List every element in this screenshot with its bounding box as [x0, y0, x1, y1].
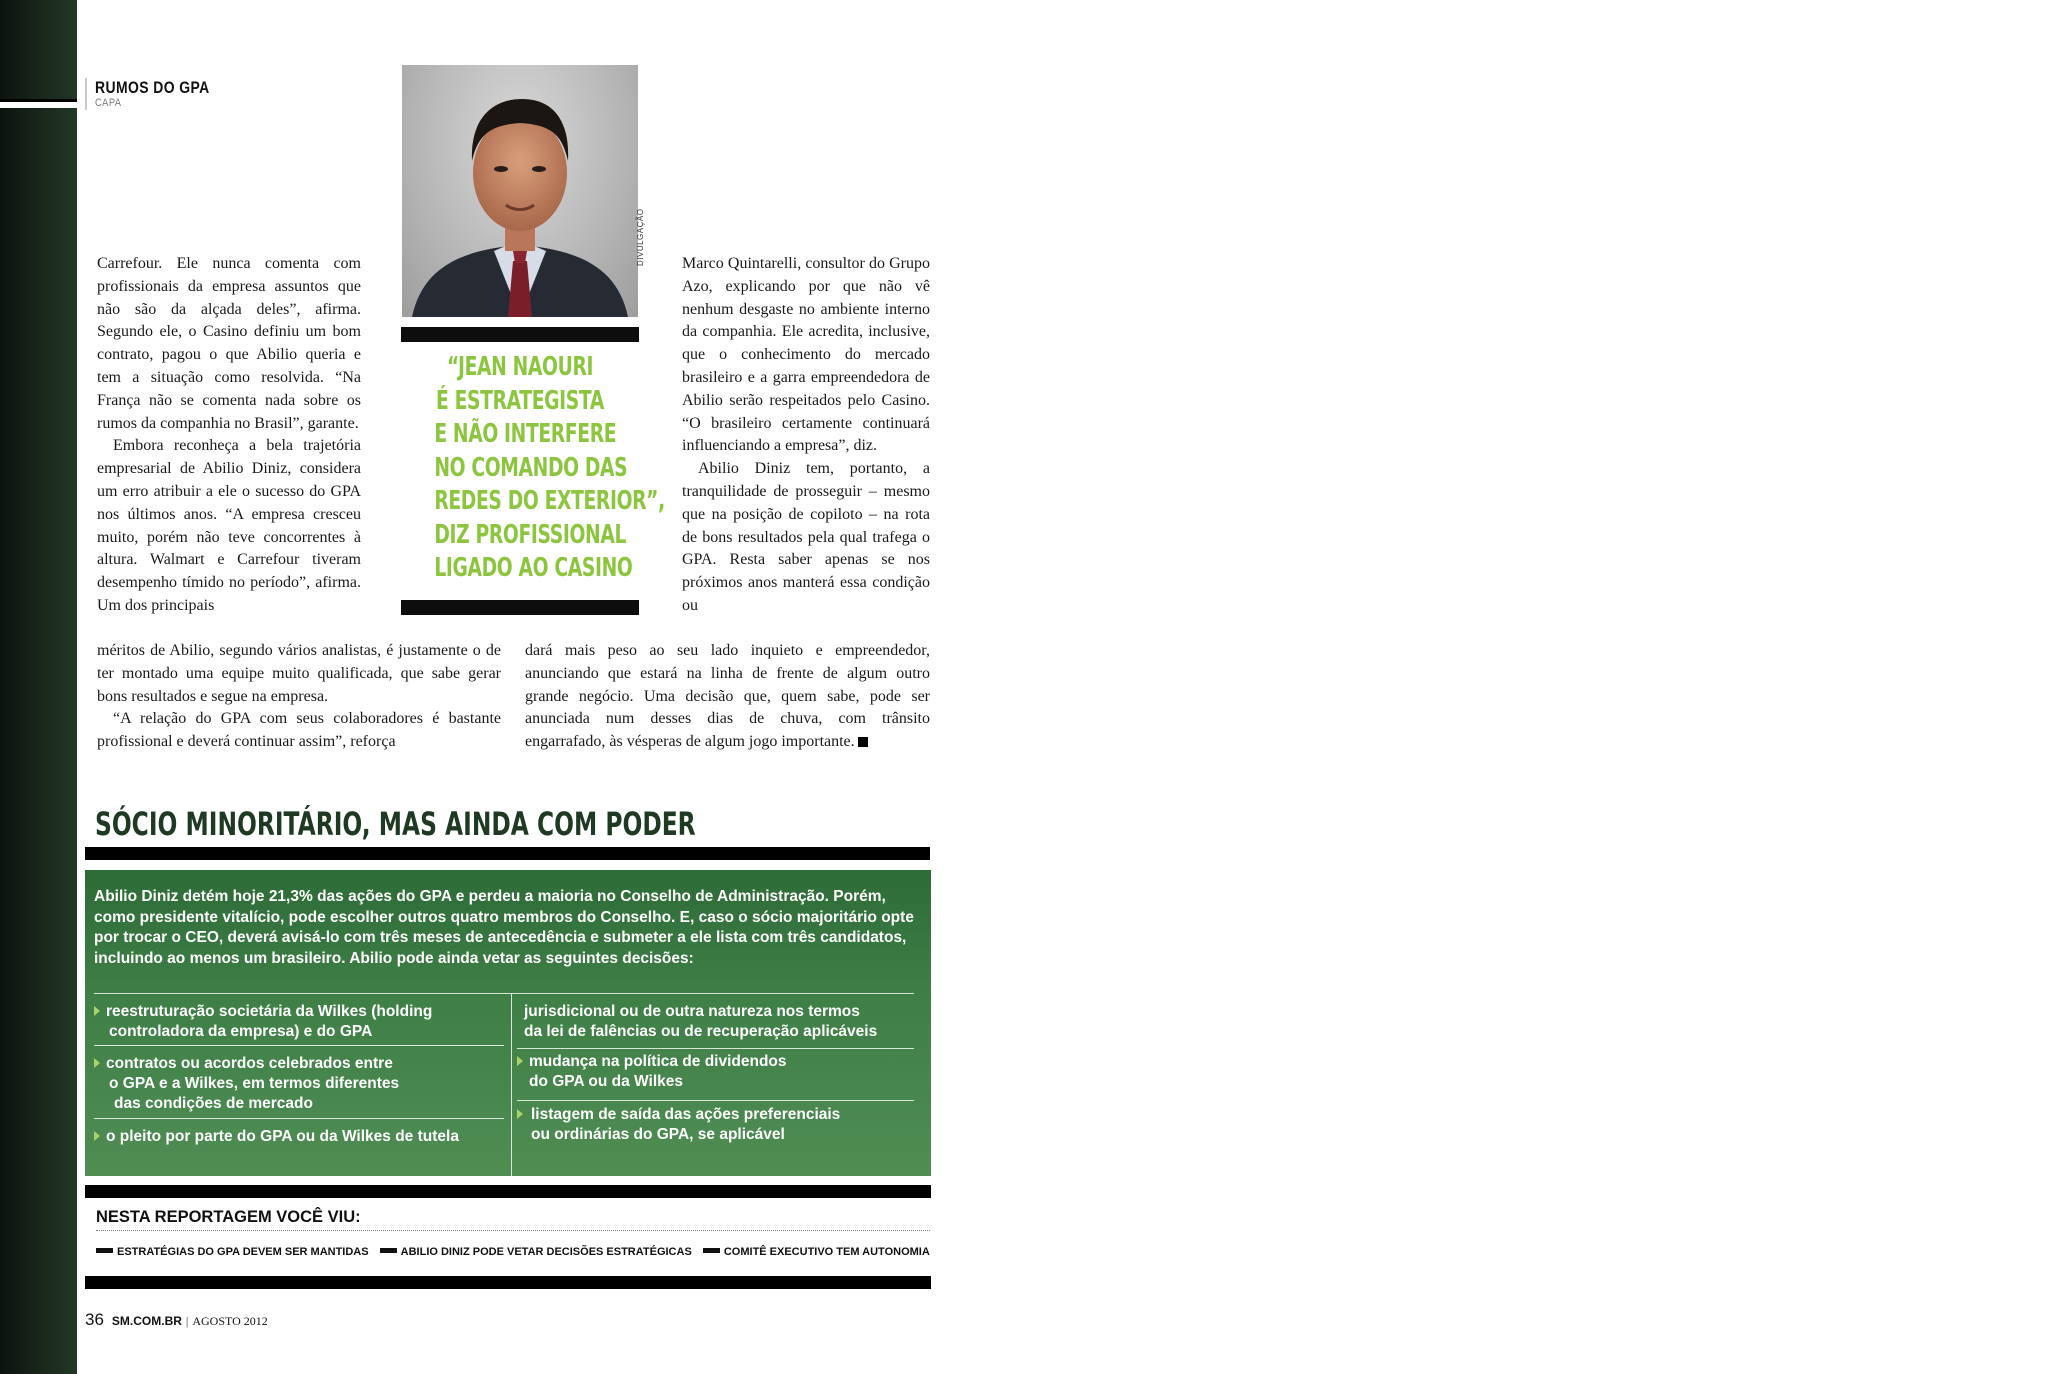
veto-item-line: da lei de falências ou de recuperação aplicáveis [524, 1023, 878, 1040]
sidebar-box [85, 870, 931, 1176]
recap-item [380, 1246, 692, 1258]
article-column-2-narrow [682, 253, 930, 618]
end-of-article-mark [858, 737, 868, 747]
triangle-bullet-icon [94, 1058, 100, 1068]
recap-bottom-rule [85, 1276, 931, 1289]
sidebar-title: SÓCIO MINORITÁRIO, MAS AINDA COM PODER [95, 805, 696, 843]
section-subtitle: CAPA [95, 97, 122, 109]
quote-line: É ESTRATEGISTA [436, 385, 604, 416]
article-paragraph: dará mais peso ao seu lado inquieto e empreendedor, anunciando que estará na linha de frente de algum outro grande negócio. Uma decisão que, quem sabe, pode ser anunciada num desses dias de chuva, com trânsito engarrafado, às vésperas de algum jogo importante. [525, 642, 930, 751]
photo-credit: DIVULGAÇÃO [636, 208, 645, 266]
quote-line: DIZ PROFISSIONAL [434, 519, 627, 550]
page-number: 36 [85, 1310, 104, 1329]
quote-line: E NÃO INTERFERE [434, 419, 617, 449]
article-paragraph: Marco Quintarelli, consultor do Grupo Azo, explicando por que não vê nenhum desgaste no ambiente interno da companhia. Ele acredita, inclusive, que o conhecimento do mercado brasileiro e a garra empreendedora de Abilio serão respeitados pelo Casino. “O brasileiro certamente continuará influenciando a empresa”, diz. [682, 255, 930, 455]
article-paragraph: Abilio Diniz tem, portanto, a tranquilidade de prosseguir – mesmo que na posição de copiloto – na rota de bons resultados pela qual trafega o GPA. Resta saber apenas se nos próximos anos manterá essa condição ou [682, 460, 930, 614]
left-margin-bar [0, 0, 77, 1374]
article-paragraph: Embora reconheça a bela trajetória empresarial de Abilio Diniz, considera um erro atribuir a ele o sucesso do GPA nos últimos anos. “A empresa cresceu muito, porém não teve concorrentes à altura. Walmart e Carrefour tiveram desempenho tímido no período”, afirma. Um dos principais [97, 437, 361, 614]
sidebar-rule [85, 847, 930, 860]
triangle-bullet-icon [94, 1006, 100, 1016]
veto-item-line: jurisdicional ou de outra natureza nos termos [524, 1003, 860, 1020]
veto-item-line: reestruturação societária da Wilkes (holding [106, 1003, 433, 1020]
divider [517, 1100, 914, 1101]
veto-item [517, 1105, 914, 1145]
article-column-1-wide [97, 640, 501, 754]
quote-bottom-bar [401, 600, 639, 615]
veto-item [517, 1052, 914, 1092]
triangle-bullet-icon [517, 1056, 523, 1066]
quote-top-bar [401, 327, 639, 342]
veto-item-continued [524, 1002, 914, 1042]
article-paragraph: “A relação do GPA com seus colaboradores é bastante profissional e deverá continuar assim”, reforça [97, 710, 501, 751]
portrait-photo [402, 65, 638, 317]
veto-item-line: o pleito por parte do GPA ou da Wilkes de tutela [106, 1128, 459, 1145]
triangle-bullet-icon [517, 1109, 523, 1119]
article-paragraph: méritos de Abilio, segundo vários analistas, é justamente o de ter montado uma equipe muito qualificada, que sabe gerar bons resultados e segue na empresa. [97, 642, 501, 705]
dash-bullet-icon [703, 1248, 720, 1253]
pull-quote [401, 327, 665, 618]
veto-item [94, 1054, 499, 1114]
footer-separator: | [185, 1314, 189, 1328]
quote-line: REDES DO EXTERIOR”, [434, 486, 665, 516]
issue-date: AGOSTO 2012 [192, 1314, 268, 1328]
veto-item-line: das condições de mercado [114, 1095, 313, 1112]
veto-item [94, 1002, 499, 1042]
article-paragraph: Carrefour. Ele nunca comenta com profissionais da empresa assuntos que não são da alçada deles”, afirma. Segundo ele, o Casino definiu um bom contrato, pagou o que Abilio queria e tem a situação como resolvida. “Na França não se comenta nada sobre os rumos da companhia no Brasil”, garante. [97, 255, 361, 432]
recap-dotted-rule [96, 1230, 930, 1231]
divider [517, 1048, 914, 1049]
veto-item-line: o GPA e a Wilkes, em termos diferentes [109, 1075, 400, 1092]
veto-item-line: mudança na política de dividendos [529, 1053, 787, 1070]
triangle-bullet-icon [94, 1131, 100, 1141]
veto-list [94, 993, 914, 1176]
veto-item-line: listagem de saída das ações preferenciais [531, 1106, 841, 1123]
article-column-1-narrow [97, 253, 361, 618]
recap-top-rule [85, 1185, 931, 1198]
veto-item-line: do GPA ou da Wilkes [529, 1073, 684, 1090]
veto-item-line: controladora da empresa) e do GPA [109, 1023, 373, 1040]
recap-item-label: ABILIO DINIZ PODE VETAR DECISÕES ESTRATÉGICAS [400, 1246, 692, 1258]
website: SM.COM.BR [111, 1314, 182, 1328]
section-label [85, 78, 235, 110]
article-column-2-wide [525, 640, 930, 754]
left-bar-rule [0, 99, 77, 102]
veto-item [94, 1127, 499, 1147]
recap-item [96, 1246, 369, 1258]
recap-item-label: ESTRATÉGIAS DO GPA DEVEM SER MANTIDAS [117, 1246, 369, 1258]
dash-bullet-icon [96, 1248, 113, 1253]
quote-line: NO COMANDO DAS [434, 452, 628, 483]
divider [94, 993, 914, 994]
page-footer [85, 1310, 268, 1330]
quote-text [401, 351, 665, 586]
quote-line: LIGADO AO CASINO [434, 553, 633, 583]
sidebar-intro: Abilio Diniz detém hoje 21,3% das ações do GPA e perdeu a maioria no Conselho de Administração. Porém, como presidente vitalício, pode escolher outros quatro membros do Conselho. E, caso o sócio majoritário opte por trocar o CEO, deverá avisá-lo com três meses de antecedência e submeter a ele lista com três candidatos, incluindo ao menos um brasileiro. Abilio pode ainda vetar as seguintes decisões: [94, 888, 914, 967]
recap-item [703, 1246, 930, 1258]
quote-line: “JEAN NAOURI [446, 352, 594, 382]
veto-item-line: ou ordinárias do GPA, se aplicável [531, 1126, 785, 1143]
column-divider [511, 993, 512, 1176]
recap-item-label: COMITÊ EXECUTIVO TEM AUTONOMIA [723, 1246, 930, 1258]
divider [94, 1118, 504, 1119]
section-title: RUMOS DO GPA [95, 78, 210, 97]
dash-bullet-icon [380, 1248, 397, 1253]
divider [94, 1045, 504, 1046]
recap-list [96, 1246, 938, 1258]
veto-item-line: contratos ou acordos celebrados entre [106, 1055, 393, 1072]
recap-title: NESTA REPORTAGEM VOCÊ VIU: [96, 1208, 361, 1226]
